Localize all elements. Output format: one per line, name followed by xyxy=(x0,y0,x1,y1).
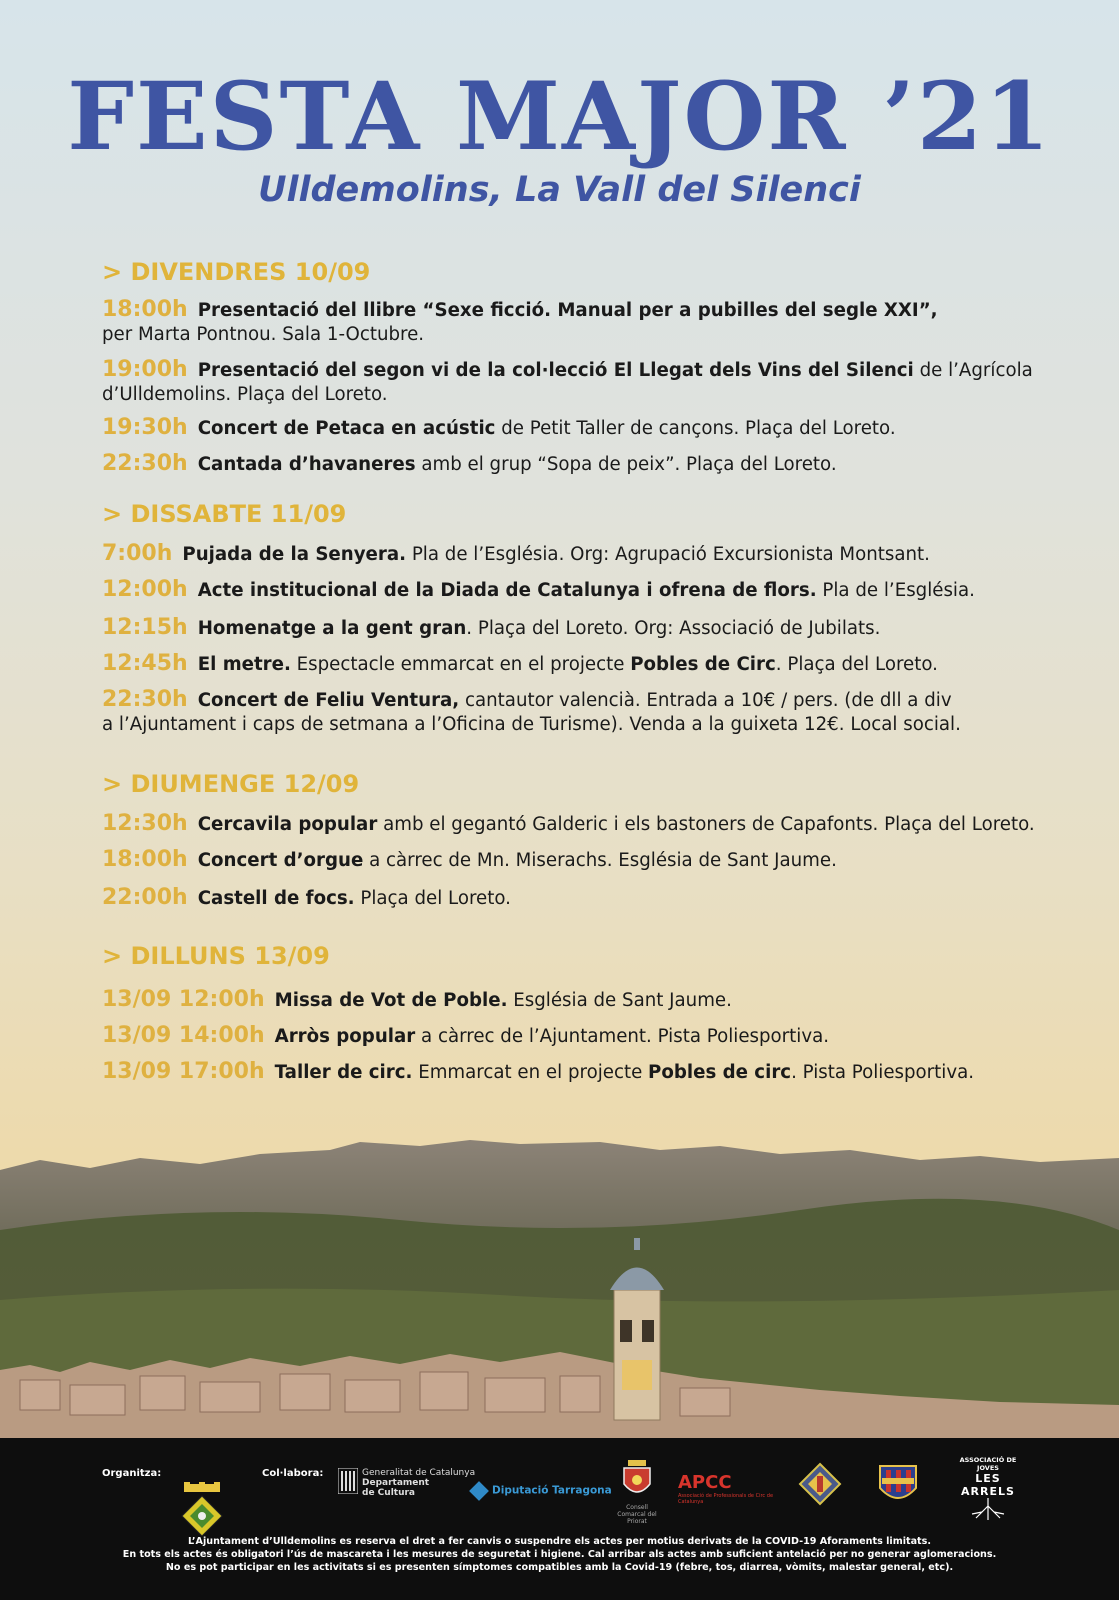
event-item xyxy=(102,298,938,347)
event-title: Presentació del llibre “Sexe ficció. Manual per a pubilles del segle XXI”, xyxy=(197,300,938,321)
event-title: Concert de Petaca en acústic xyxy=(197,418,496,439)
les-arrels-logo xyxy=(948,1456,1028,1524)
event-item xyxy=(102,848,837,873)
generalitat-line-2: Departament xyxy=(362,1478,430,1488)
generalitat-line-3: de Cultura xyxy=(362,1488,415,1498)
event-title: Acte institucional de la Diada de Catalunya i ofrena de flors. xyxy=(197,580,817,601)
event-item xyxy=(102,452,837,477)
event-time: 18:00h xyxy=(102,297,188,322)
event-detail: Església de Sant Jaume. xyxy=(507,990,732,1011)
event-detail-cont: per Marta Pontnou. Sala 1-Octubre. xyxy=(102,324,425,345)
ulldemolins-coat-of-arms-icon xyxy=(180,1482,224,1542)
consell-shield-icon xyxy=(622,1460,652,1500)
event-detail: a càrrec de Mn. Miserachs. Església de Sant Jaume. xyxy=(363,850,837,871)
event-detail: Plaça del Loreto. xyxy=(354,888,511,909)
event-title: Pujada de la Senyera. xyxy=(182,544,407,565)
event-detail: cantautor valencià. Entrada a 10€ / pers. (de dll a div xyxy=(459,690,952,711)
event-item xyxy=(102,1024,829,1049)
event-title: El metre. xyxy=(197,654,291,675)
event-item xyxy=(102,416,896,441)
event-detail: Pla de l’Església. xyxy=(816,580,975,601)
event-detail: de l’Agrícola xyxy=(913,360,1033,381)
event-item xyxy=(102,652,938,677)
event-time: 12:45h xyxy=(102,651,188,676)
event-title: Concert de Feliu Ventura, xyxy=(197,690,460,711)
event-time: 12:30h xyxy=(102,811,188,836)
event-title-2: Pobles de circ xyxy=(648,1062,792,1083)
generalitat-logo xyxy=(338,1468,475,1498)
event-title: Cercavila popular xyxy=(197,814,378,835)
event-item xyxy=(102,812,1035,837)
covid-disclaimer xyxy=(0,1535,1119,1574)
shield-logo-icon xyxy=(798,1462,842,1510)
club-shield-icon xyxy=(876,1462,920,1510)
poster-title: FESTA MAJOR ’21 xyxy=(67,62,1052,172)
disclaimer-line: No es pot participar en les activitats si es presenten símptomes compatibles amb la Covid-19 (febre, tos, diarrea, vòmits, malestar general, etc). xyxy=(165,1562,954,1573)
event-title: Missa de Vot de Poble. xyxy=(274,990,508,1011)
apcc-sub: Associació de Professionals de Circ de Catalunya xyxy=(678,1493,774,1505)
event-time: 19:30h xyxy=(102,415,188,440)
event-detail-cont: a l’Ajuntament i caps de setmana a l’Oficina de Turisme). Venda a la guixeta 12€. Local social. xyxy=(102,714,961,735)
event-item xyxy=(102,688,961,737)
organitza-label: Organitza: xyxy=(102,1468,162,1479)
event-title: Homenatge a la gent gran xyxy=(197,618,467,639)
disclaimer-line: L’Ajuntament d’Ulldemolins es reserva el dret a fer canvis o suspendre els actes per motius derivats de la COVID-19 Aforaments limitats. xyxy=(188,1536,931,1547)
generalitat-line-1: Generalitat de Catalunya xyxy=(362,1468,476,1478)
day-heading-diumenge: > DIUMENGE 12/09 xyxy=(102,770,360,798)
event-detail: Pla de l’Església. Org: Agrupació Excursionista Montsant. xyxy=(406,544,930,565)
diputacio-label: Diputació Tarragona xyxy=(492,1484,612,1497)
diputacio-diamond-icon xyxy=(469,1481,489,1501)
event-detail: amb el grup “Sopa de peix”. Plaça del Loreto. xyxy=(415,454,837,475)
joves-label: ASSOCIACIÓ DE JOVES xyxy=(959,1456,1017,1472)
diputacio-logo xyxy=(472,1480,612,1499)
apcc-logo xyxy=(678,1472,778,1505)
event-detail: a càrrec de l’Ajuntament. Pista Poliesportiva. xyxy=(415,1026,830,1047)
apcc-label: APCC xyxy=(678,1472,732,1493)
consell-label: Consell Comarcal del Priorat xyxy=(617,1504,657,1525)
event-item xyxy=(102,1060,974,1085)
event-item xyxy=(102,886,511,911)
event-time: 12:00h xyxy=(102,577,188,602)
event-item xyxy=(102,616,880,641)
event-title: Presentació del segon vi de la col·lecció El Llegat dels Vins del Silenci xyxy=(197,360,914,381)
event-time: 22:30h xyxy=(102,687,188,712)
event-time: 13/09 17:00h xyxy=(102,1059,265,1084)
event-title-2: Pobles de Circ xyxy=(630,654,776,675)
event-item xyxy=(102,358,1033,407)
disclaimer-line: En tots els actes és obligatori l’ús de mascareta i les mesures de seguretat i higiene. Cal arribar als actes amb suficient antelació per no generar aglomeracions. xyxy=(122,1549,997,1560)
event-detail: . Plaça del Loreto. Org: Associació de Jubilats. xyxy=(466,618,881,639)
event-item xyxy=(102,988,732,1013)
event-time: 7:00h xyxy=(102,541,173,566)
event-detail: Emmarcat en el projecte xyxy=(412,1062,649,1083)
event-time: 13/09 12:00h xyxy=(102,987,265,1012)
event-title: Castell de focs. xyxy=(197,888,355,909)
event-title: Taller de circ. xyxy=(274,1062,413,1083)
mountain-village-landscape xyxy=(0,1140,1119,1440)
consell-comarcal-logo xyxy=(612,1460,662,1525)
roots-icon xyxy=(968,1498,1008,1520)
event-detail: Espectacle emmarcat en el projecte xyxy=(290,654,631,675)
event-detail: amb el gegantó Galderic i els bastoners de Capafonts. Plaça del Loreto. xyxy=(377,814,1035,835)
footer xyxy=(0,1438,1119,1600)
event-time: 22:30h xyxy=(102,451,188,476)
event-time: 19:00h xyxy=(102,357,188,382)
event-time: 22:00h xyxy=(102,885,188,910)
event-title: Arròs popular xyxy=(274,1026,416,1047)
event-time: 18:00h xyxy=(102,847,188,872)
event-time: 12:15h xyxy=(102,615,188,640)
day-heading-divendres: > DIVENDRES 10/09 xyxy=(102,258,371,286)
event-item xyxy=(102,578,975,603)
generalitat-icon xyxy=(338,1468,358,1494)
event-title: Cantada d’havaneres xyxy=(197,454,416,475)
day-heading-dilluns: > DILLUNS 13/09 xyxy=(102,942,330,970)
event-detail: de Petit Taller de cançons. Plaça del Loreto. xyxy=(495,418,896,439)
les-arrels-label: LES ARRELS xyxy=(961,1472,1015,1498)
event-detail-cont: d’Ulldemolins. Plaça del Loreto. xyxy=(102,384,388,405)
event-detail-2: . Plaça del Loreto. xyxy=(775,654,938,675)
event-item xyxy=(102,542,930,567)
poster-subtitle: Ulldemolins, La Vall del Silenci xyxy=(258,170,861,210)
day-heading-dissabte: > DISSABTE 11/09 xyxy=(102,500,347,528)
col-labora-label: Col·labora: xyxy=(262,1468,324,1479)
event-detail-2: . Pista Poliesportiva. xyxy=(791,1062,975,1083)
event-time: 13/09 14:00h xyxy=(102,1023,265,1048)
event-title: Concert d’orgue xyxy=(197,850,364,871)
